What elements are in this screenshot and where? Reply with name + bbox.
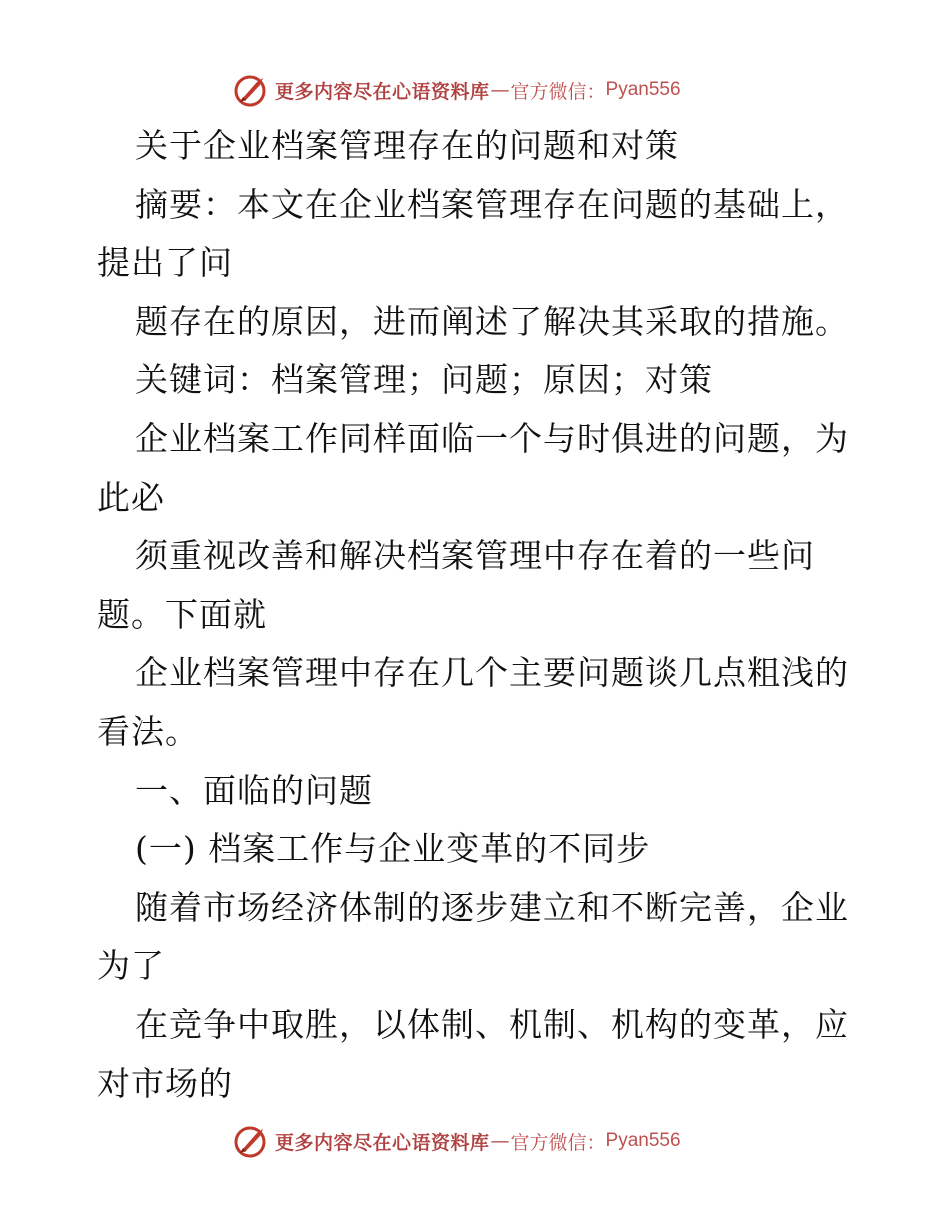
banner-wechat-label: 官方微信： — [510, 80, 606, 103]
pen-logo-icon — [233, 1123, 269, 1159]
pen-logo-icon — [233, 72, 269, 108]
text-line: 随着市场经济体制的逐步建立和不断完善，企业 — [135, 887, 849, 927]
banner-separator: — — [490, 1130, 510, 1152]
banner-wechat-label: 官方微信： — [510, 1131, 606, 1154]
text-line: 为了 — [97, 946, 165, 986]
text-line: 对市场的 — [97, 1063, 233, 1103]
text-line: 在竞争中取胜，以体制、机制、机构的变革，应 — [135, 1004, 849, 1044]
text-line: 看法。 — [97, 711, 199, 751]
section-heading: 一、面临的问题 — [135, 770, 373, 810]
banner-main-text: 更多内容尽在心语资料库 — [275, 1131, 490, 1154]
text-line: 企业档案工作同样面临一个与时俱进的问题，为 — [135, 418, 849, 458]
text-line: 提出了问 — [97, 243, 233, 283]
text-line: 此必 — [97, 477, 165, 517]
document-title: 关于企业档案管理存在的问题和对策 — [135, 126, 679, 165]
banner-wechat-id: Pyan556 — [605, 1130, 681, 1151]
keywords-line: 关键词：档案管理；问题；原因；对策 — [135, 360, 713, 400]
footer-watermark-banner — [233, 1121, 681, 1161]
subsection-heading: (一) 档案工作与企业变革的不同步 — [135, 829, 651, 869]
text-line: 摘要：本文在企业档案管理存在问题的基础上， — [135, 184, 849, 224]
banner-main-text: 更多内容尽在心语资料库 — [275, 80, 490, 103]
banner-separator: — — [490, 79, 510, 101]
banner-wechat-id: Pyan556 — [605, 79, 681, 100]
header-watermark-banner — [233, 70, 681, 110]
document-body — [97, 117, 857, 1113]
text-line: 须重视改善和解决档案管理中存在着的一些问 — [135, 536, 815, 576]
text-line: 企业档案管理中存在几个主要问题谈几点粗浅的 — [135, 653, 849, 693]
text-line: 题。下面就 — [97, 594, 267, 634]
text-line: 题存在的原因，进而阐述了解决其采取的措施。 — [135, 301, 849, 341]
